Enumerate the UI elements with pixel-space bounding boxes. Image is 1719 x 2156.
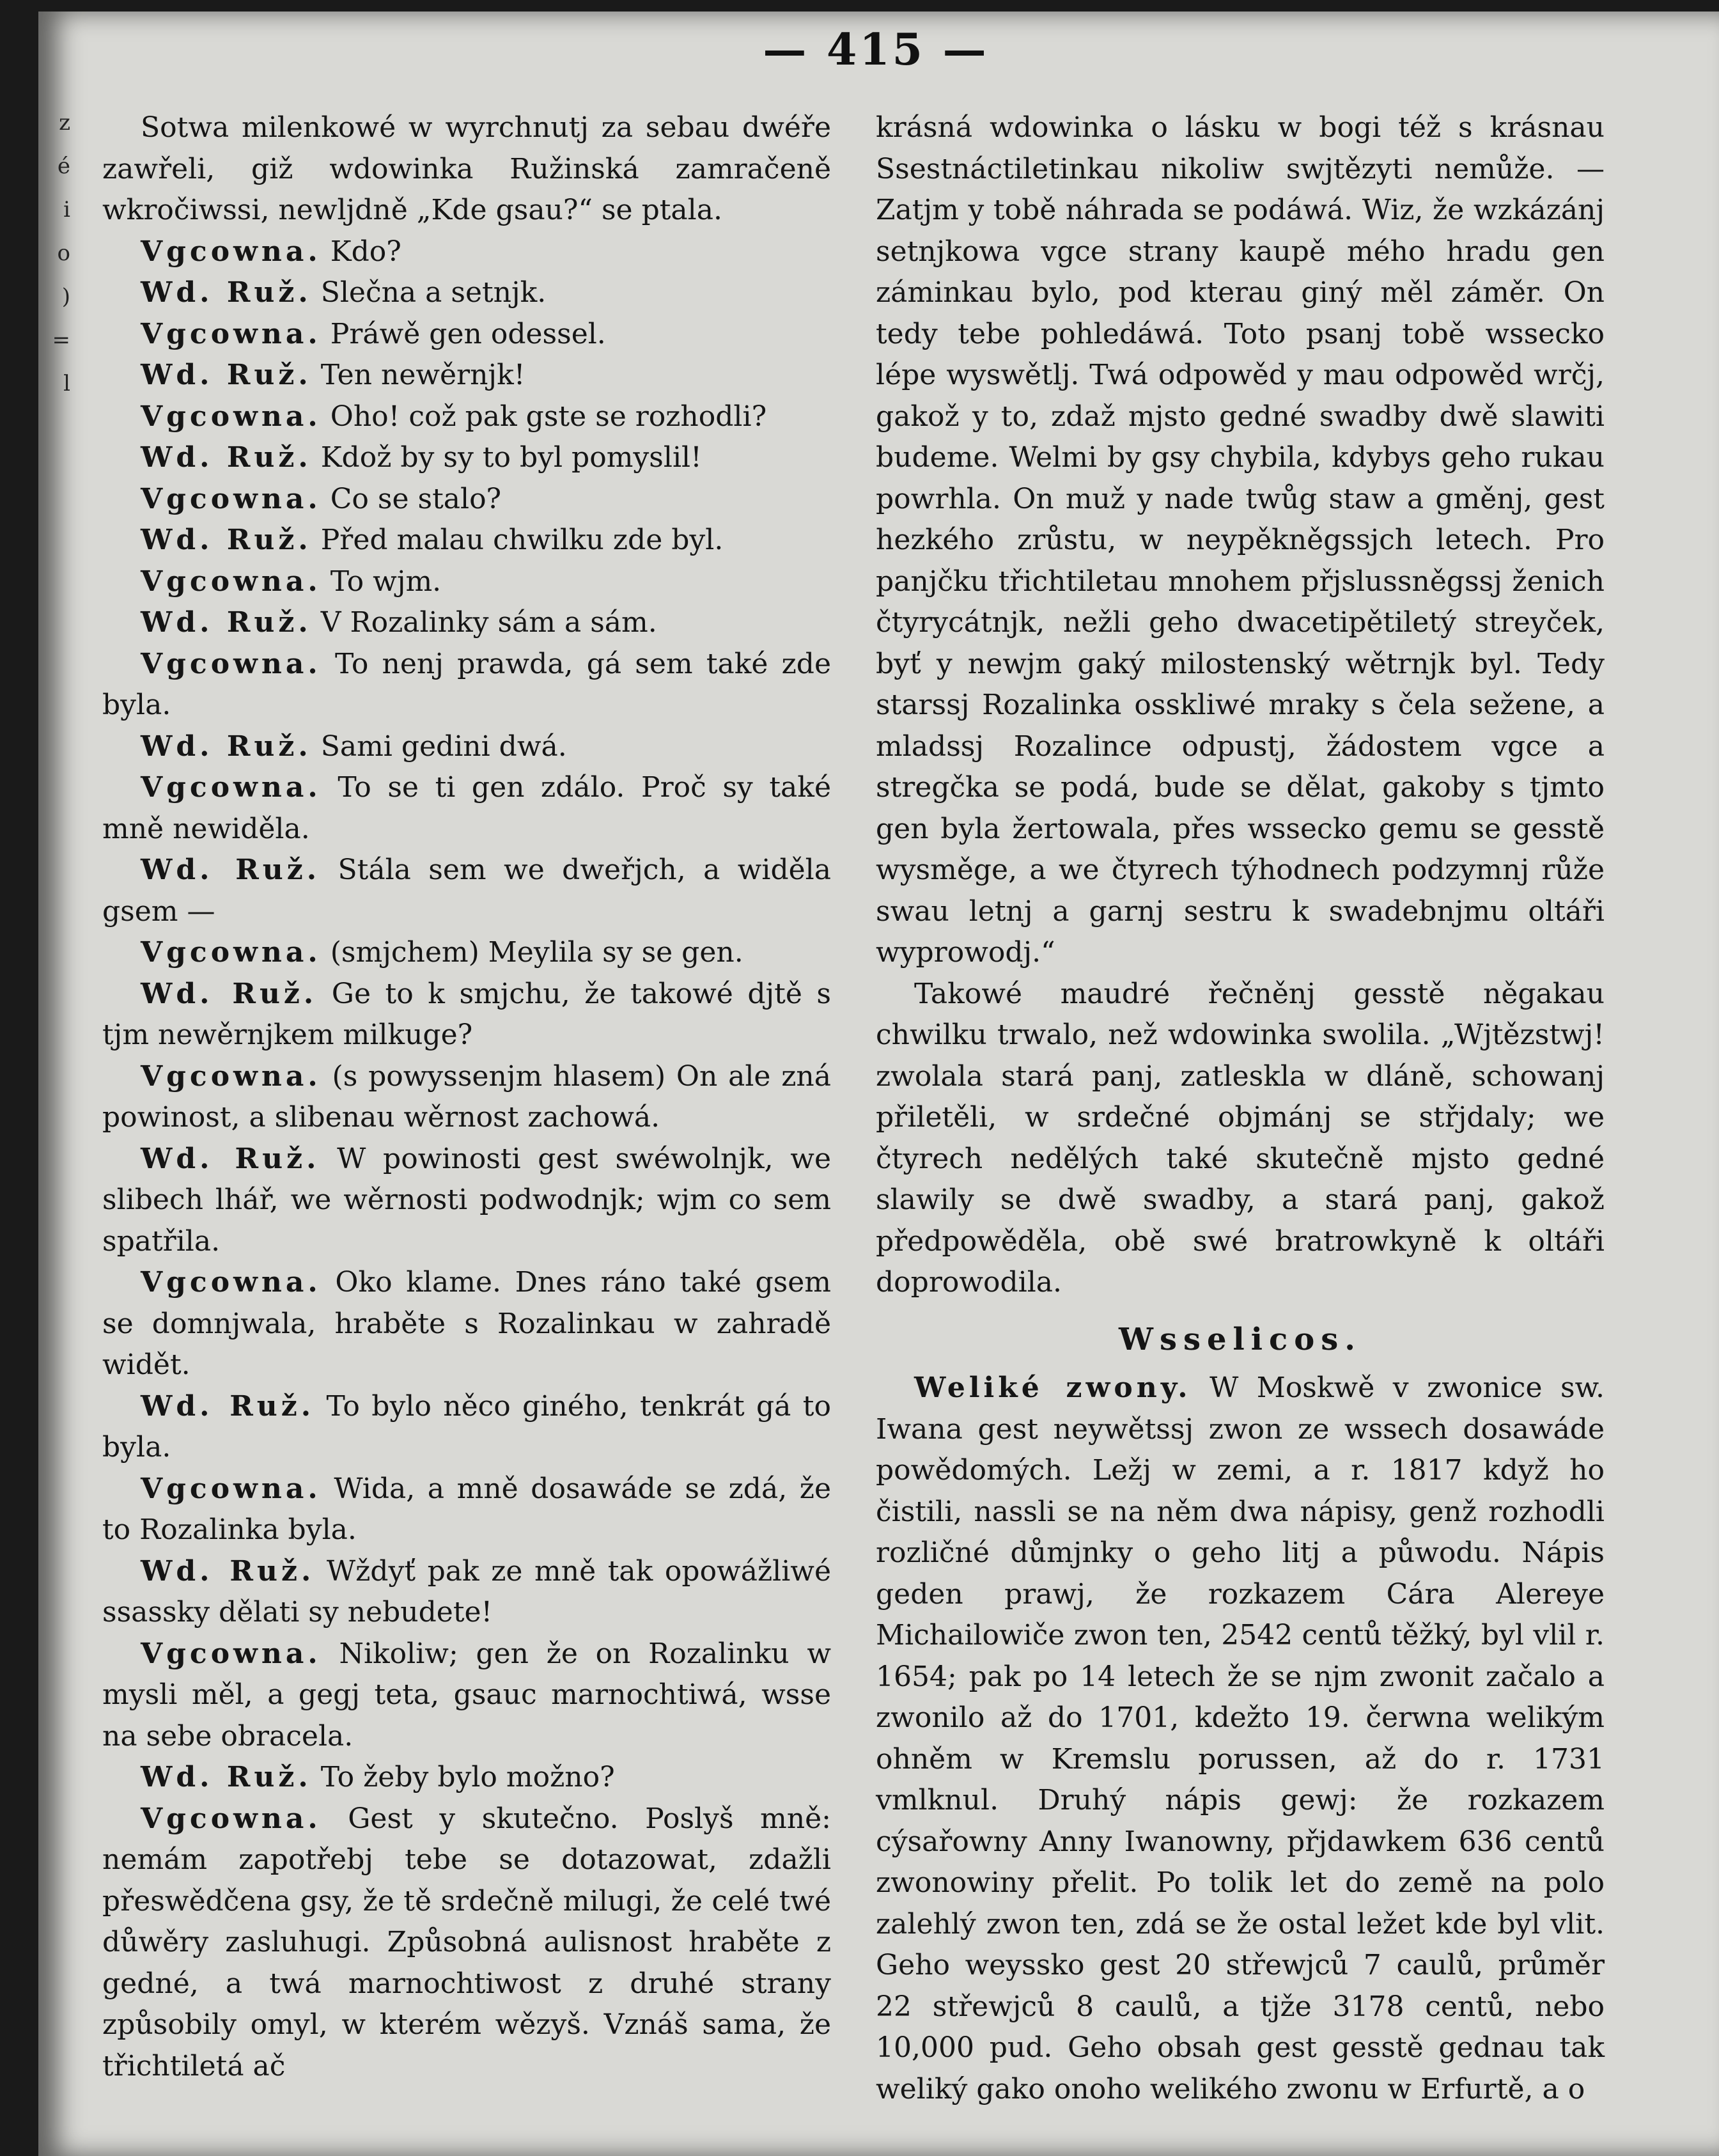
dialogue-line: Wd. Ruž. V Rozalinky sám a sám. [141,606,657,639]
dialogue-line: Vgcowna. (smjchem) Meylila sy se gen. [141,936,743,969]
speaker-label: Wd. Ruž. [141,1761,312,1793]
dialogue-line: Vgcowna. To wjm. [141,565,442,598]
book-page [38,12,1719,2156]
speaker-label: Wd. Ruž. [141,977,318,1010]
speaker-label: Vgcowna. [141,771,322,804]
page-number: — 415 — [763,24,989,75]
speaker-label: Vgcowna. [141,936,322,969]
dialogue-line: Wd. Ruž. Ge to k smjchu, že takowé djtě s tjm newěrnjkem milkuge? [102,977,831,1051]
speaker-label: Vgcowna. [141,1637,322,1670]
dialogue-line: Wd. Ruž. Wždyť pak ze mně tak opowážliwé ssassky dělati sy nebudete! [102,1554,831,1629]
speaker-label: Vgcowna. [141,1266,322,1299]
speaker-label: Vgcowna. [141,482,322,515]
speaker-label: Vgcowna. [141,1802,322,1835]
article-text: W Moskwě v zwonice sw. Iwana gest neywětssj zwon ze wssech dosawáde powědomých. Ležj w zemi, a r. 1817 když ho čistili, nassli se na něm dwa nápisy, genž rozhodli rozličné důmjnky o geho litj a půwodu. Nápis geden prawj, že rozkazem Cára Alereye Michailowiče zwon ten, 2542 centů těžký, byl vlil r. 1654; pak po 14 letech že se njm zwonit začalo a zwonilo až do 1701, kdežto 19. čerwna welikým ohněm w Kremslu porussen, až do r. 1731 vmlknul. Druhý nápis gewj: že rozkazem cýsařowny Anny Iwanowny, přjdawkem 636 centů zwonowiny přelit. Po tolik let do země na polo zalehlý zwon ten, zdá se že ostal ležet kde byl vlit. Geho weyssko gest 20 střewjců 7 caulů, průměr 22 střewjců 8 caulů, a tjže 3178 centů, nebo 10,000 pud. Geho obsah gest gesstě gednau tak weliký gako onoho welikého zwonu w Erfurtě, a o [876,1371,1605,2105]
article-lead: Weliké zwony. [914,1371,1192,1404]
dialogue-line: Wd. Ruž. Ten newěrnjk! [141,359,525,391]
speaker-label: Wd. Ruž. [141,359,312,391]
speaker-label: Wd. Ruž. [141,1142,320,1175]
dialogue-line: Wd. Ruž. Slečna a setnjk. [141,276,547,309]
speaker-label: Vgcowna. [141,1472,322,1505]
article-paragraph [876,1368,1605,2110]
dialogue-line: Vgcowna. To se ti gen zdálo. Proč sy také mně newiděla. [102,771,831,845]
left-column [102,107,831,2087]
speaker-label: Vgcowna. [141,565,322,598]
speaker-label: Wd. Ruž. [141,1389,315,1423]
dialogue-line: Wd. Ruž. Kdož by sy to byl pomyslil! [141,441,702,474]
dialogue-line: Vgcowna. Oho! což pak gste se rozhodli? [141,400,767,433]
speaker-label: Wd. Ruž. [141,606,312,639]
speaker-label: Vgcowna. [141,235,322,268]
dialogue-line: Vgcowna. Nikoliw; gen že on Rozalinku w mysli měl, a gegj teta, gsauc marnochtiwá, wsse na sebe obracela. [102,1637,831,1753]
speaker-label: Wd. Ruž. [141,276,312,309]
facing-page-margin: z é i o ) = l [52,110,70,396]
dialogue-line: Vgcowna. To nenj prawda, gá sem také zde byla. [102,647,831,721]
dialogue-line: Vgcowna. Práwě gen odessel. [141,317,606,350]
dialogue-line: Wd. Ruž. Stála sem we dweřjch, a widěla gsem — [102,854,831,928]
speaker-label: Vgcowna. [141,647,322,680]
dialogue-line: Wd. Ruž. Před malau chwilku zde byl. [141,524,724,556]
narration-paragraph: Takowé maudré řečněnj gesstě něgakau chwilku trwalo, než wdowinka swolila. „Wjtězstwj! zwolala stará panj, zatleskla w dláně, schowanj přiletěli, w srdečné objmánj se střjdaly; we čtyrech nedělých také skutečně mjsto gedné slawily se dwě swadby, a stará panj, gakož předpowěděla, obě swé bratrowkyně k oltáři doprowodila. [876,977,1605,1299]
speaker-label: Wd. Ruž. [141,441,312,474]
speaker-label: Wd. Ruž. [141,1554,315,1588]
dialogue-line: Vgcowna. Wida, a mně dosawáde se zdá, že to Rozalinka byla. [102,1472,831,1546]
speaker-label: Wd. Ruž. [141,524,312,556]
narration-paragraph: Sotwa milenkowé w wyrchnutj za sebau dwéře zawřeli, giž wdowinka Ružinská zamračeně wkročiwssi, newljdně „Kde gsau?“ se ptala. [102,111,831,226]
speaker-label: Wd. Ruž. [141,854,321,886]
speaker-label: Vgcowna. [141,317,322,350]
dialogue-line: Vgcowna. (s powyssenjm hlasem) On ale zná powinost, a slibenau wěrnost zachowá. [102,1059,831,1134]
dialogue-continuation: krásná wdowinka o lásku w bogi též s krásnau Ssestnáctiletinkau nikoliw swjtězyti nemůže. — Zatjm y tobě náhrada se podáwá. Wiz, že wzkázánj setnjkowa vgce strany kaupě mého hradu gen záminkau bylo, pod kterau giný měl záměr. On tedy tebe pohledáwá. Toto psanj tobě wssecko lépe wyswětlj. Twá odpowěd y mau odpowěd wrčj, gakož y to, zdaž mjsto gedné swadby dwě slawiti budeme. Welmi by gsy chybila, kdybys geho rukau powrhla. On muž y nade twůg staw a gměnj, gest hezkého zrůstu, w neypěkněgssjch letech. Pro panjčku třichtiletau mnohem přjslussněgssj ženich čtyrycátnjk, nežli geho dwacetipětiletý streyček, byť y newjm gaký milostenský wětrnjk byl. Tedy starssj Rozalinka osskliwé mraky s čela sežene, a mladssj Rozalince odpustj, žádostem vgce a stregčka se podá, bude se dělat, gakoby s tjmto gen byla žertowala, přes wssecko gemu se gesstě wysměge, a we čtyrech týhodnech podzymnj růže swau letnj a garnj sestru k swadebnjmu oltáři wyprowodj.“ [876,111,1605,969]
dialogue-line: Wd. Ruž. W powinosti gest swéwolnjk, we slibech lhář, we wěrnosti podwodnjk; wjm co sem spatřila. [102,1142,831,1258]
dialogue-line: Wd. Ruž. To žeby bylo možno? [141,1761,615,1793]
dialogue-line: Wd. Ruž. To bylo něco giného, tenkrát gá to byla. [102,1389,831,1464]
dialogue-line: Vgcowna. Co se stalo? [141,482,502,515]
dialogue-line: Vgcowna. Gest y skutečno. Poslyš mně: nemám zapotřebj tebe se dotazowat, zdažli přeswědčena gsy, že tě srdečně milugi, že celé twé důwěry zasluhugi. Způsobná aulisnost hraběte z gedné, a twá marnochtiwost z druhé strany způsobily omyl, w kterém wězyš. Vznáš sama, že třichtiletá ač [102,1802,831,2082]
section-title: Wsselicos. [1119,1321,1362,1357]
dialogue-line: Vgcowna. Oko klame. Dnes ráno také gsem se domnjwala, hraběte s Rozalinkau w zahradě widět. [102,1266,831,1381]
speaker-label: Vgcowna. [141,1059,322,1093]
right-column [876,107,1605,2110]
dialogue-line: Wd. Ruž. Sami gedini dwá. [141,730,567,763]
dialogue-line: Vgcowna. Kdo? [141,235,401,268]
speaker-label: Wd. Ruž. [141,730,312,763]
speaker-label: Vgcowna. [141,400,322,433]
